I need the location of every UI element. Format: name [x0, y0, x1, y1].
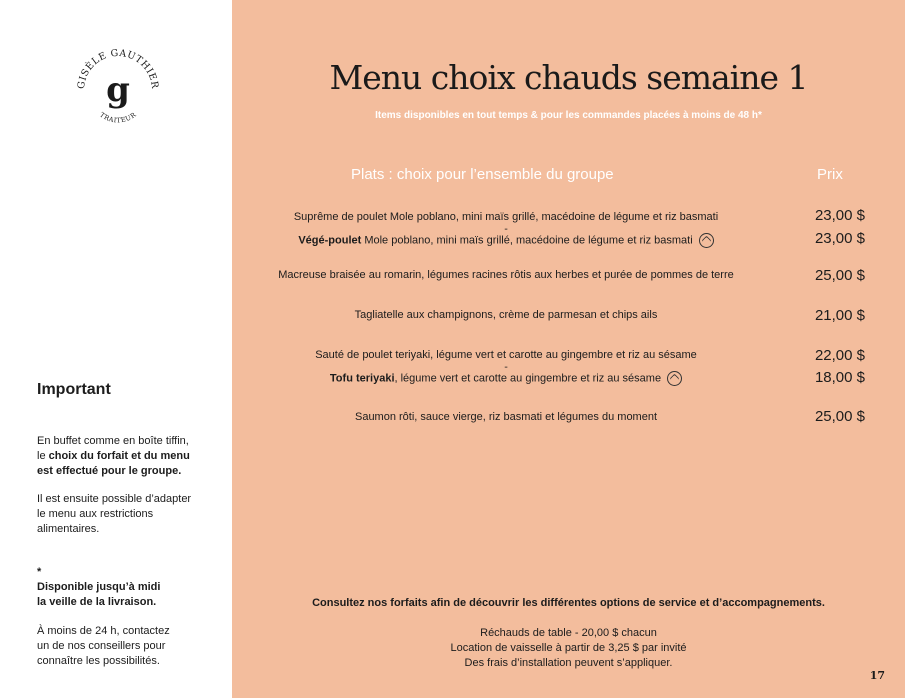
important-heading: Important [37, 381, 111, 398]
restrictions-note [37, 492, 222, 538]
important-note-group [37, 434, 222, 480]
note-emphasis: choix du forfait et du menu [48, 450, 190, 463]
menu-item-name: Mole poblano, mini maïs grillé, macédoine de légume et riz basmati [361, 234, 693, 247]
note-line: Disponible jusqu’à midi [37, 581, 161, 594]
deadline-note [37, 565, 222, 611]
note-line: la veille de la livraison. [37, 596, 157, 609]
brand-tagline: TRAITEUR [98, 110, 138, 125]
footer-line: Des frais d’installation peuvent s’appliquer. [464, 657, 673, 669]
menu-item [232, 233, 780, 248]
menu-item-price: 25,00 $ [814, 267, 865, 284]
brand-logo [70, 38, 166, 134]
menu-item [232, 309, 780, 321]
svg-text:TRAITEUR [98, 110, 138, 124]
menu-item-name: Macreuse braisée au romarin, légumes racines rôtis aux herbes et purée de pommes de terre [278, 269, 734, 281]
note-line: connaître les possibilités. [37, 655, 160, 668]
note-line [37, 449, 222, 464]
menu-item-name: Sauté de poulet teriyaki, légume vert et carotte au gingembre et riz au sésame [315, 349, 697, 361]
menu-item [232, 411, 780, 423]
menu-item-price: 22,00 $ [814, 347, 865, 364]
menu-item-name: Tagliatelle aux champignons, crème de parmesan et chips ails [354, 309, 658, 321]
page-subtitle: Items disponibles en tout temps & pour les commandes placées à moins de 48 h* [375, 110, 762, 121]
option-separator: - [504, 224, 508, 235]
leaf-icon [667, 371, 682, 386]
menu-item [232, 211, 780, 223]
contact-note [37, 624, 222, 670]
note-line: Il est ensuite possible d’adapter [37, 493, 192, 505]
menu-item-name: Suprême de poulet Mole poblano, mini maïs grillé, macédoine de légume et riz basmati [293, 211, 719, 223]
menu-item-highlight: Végé-poulet [298, 234, 362, 247]
menu-item [232, 269, 780, 281]
price-column-header: Prix [817, 166, 843, 183]
asterisk: * [37, 566, 42, 578]
leaf-icon [699, 233, 714, 248]
note-line: En buffet comme en boîte tiffin, [37, 435, 189, 447]
note-line: alimentaires. [37, 523, 100, 536]
footer-line: Réchauds de table - 20,00 $ chacun [480, 627, 657, 639]
menu-item-price: 21,00 $ [814, 307, 865, 324]
note-line: le menu aux restrictions [37, 508, 154, 521]
menu-item-name: , légume vert et carotte au gingembre et riz au sésame [394, 372, 662, 385]
footer-callout: Consultez nos forfaits afin de découvrir les différentes options de service et d’accompagnements. [312, 597, 825, 609]
menu-item-price: 18,00 $ [814, 369, 865, 386]
menu-item [232, 349, 780, 361]
note-line [37, 464, 222, 479]
brand-name: GISÈLE GAUTHIER [75, 47, 161, 90]
menu-item [232, 371, 780, 386]
note-text: le [37, 450, 49, 463]
menu-item-price: 23,00 $ [814, 207, 865, 224]
option-separator: - [504, 362, 508, 373]
note-line: un de nos conseillers pour [37, 640, 166, 653]
menu-item-name: Saumon rôti, sauce vierge, riz basmati et légumes du moment [354, 411, 658, 423]
page-title: Menu choix chauds semaine 1 [329, 58, 808, 97]
brand-monogram: g [106, 70, 130, 110]
menu-item-price: 23,00 $ [814, 230, 865, 247]
footer-line: Location de vaisselle à partir de 3,25 $ par invité [450, 642, 687, 654]
footer-details [232, 626, 905, 671]
note-emphasis: est effectué pour le groupe. [37, 465, 182, 478]
menu-panel [232, 0, 905, 698]
menu-item-highlight: Tofu teriyaki [329, 372, 395, 385]
dish-column-header: Plats : choix pour l’ensemble du groupe [351, 166, 614, 183]
menu-item-price: 25,00 $ [814, 408, 865, 425]
sidebar [0, 0, 232, 698]
note-line: À moins de 24 h, contactez [37, 625, 170, 637]
page-number: 17 [869, 669, 885, 682]
